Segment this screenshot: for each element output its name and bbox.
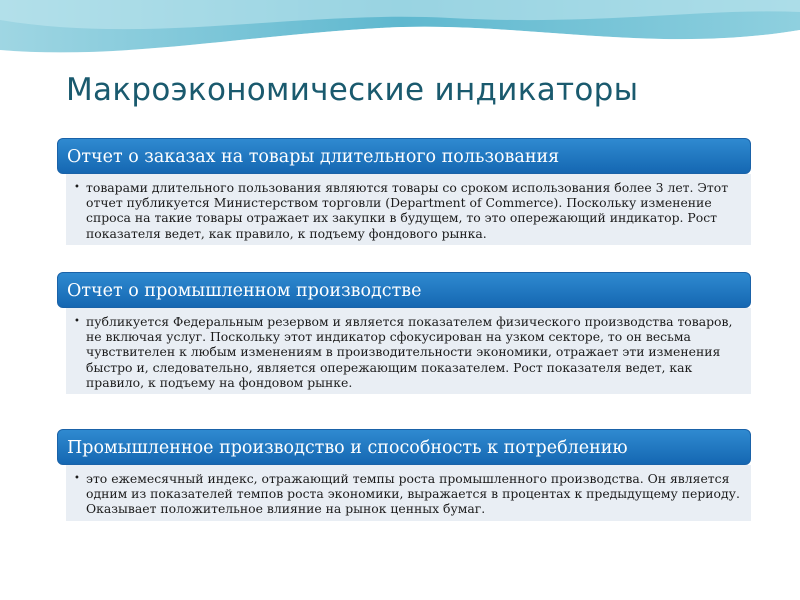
section-text: это ежемесячный индекс, отражающий темпы роста промышленного производства. Он является одним из показателей темпов роста экономики, выражается в процентах к предыдущему периоду. Оказывает положительное влияние на рынок ценных бумаг. xyxy=(86,471,740,517)
section-body xyxy=(66,465,751,521)
section-heading: Промышленное производство и способность к потреблению xyxy=(57,429,751,465)
section-durable-goods xyxy=(57,138,751,245)
section-industrial-production xyxy=(57,272,751,394)
section-body xyxy=(66,174,751,245)
page-title: Макроэкономические индикаторы xyxy=(66,72,639,108)
section-body xyxy=(66,308,751,394)
bullet-icon: • xyxy=(74,182,80,193)
section-heading: Отчет о заказах на товары длительного пользования xyxy=(57,138,751,174)
bullet-icon: • xyxy=(74,316,80,327)
section-heading: Отчет о промышленном производстве xyxy=(57,272,751,308)
bullet-icon: • xyxy=(74,473,80,484)
section-text: товарами длительного пользования являются товары со сроком использования более 3 лет. Этот отчет публикуется Министерством торговли (Department of Commerce). Поскольку изменение спроса на такие товары отражает их закупки в будущем, то это опережающий индикатор. Рост показателя ведет, как правило, к подъему фондового рынка. xyxy=(86,180,729,241)
section-text: публикуется Федеральным резервом и является показателем физического производства товаров, не включая услуг. Поскольку этот индикатор сфокусирован на узком секторе, то он весьма чувствителен к любым изменениям в производительности экономики, отражает эти изменения быстро и, следовательно, является опережающим показателем. Рост показателя ведет, как правило, к подъему на фондовом рынке. xyxy=(86,314,733,390)
header-wave-decoration xyxy=(0,0,800,70)
section-capacity-utilization xyxy=(57,429,751,521)
